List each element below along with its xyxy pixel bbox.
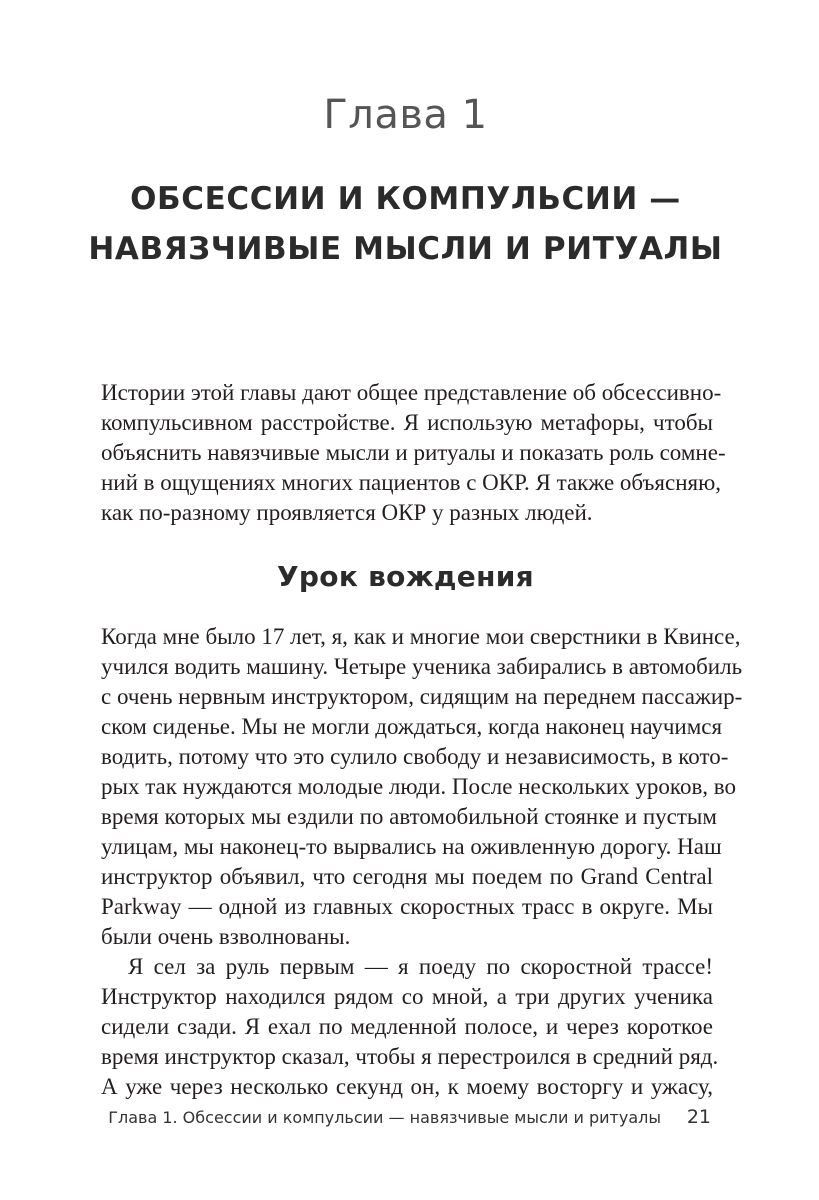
intro-line: как по-разному проявляется ОКР у разных людей.	[101, 500, 593, 525]
body-line: время инструктор сказал, чтобы я перестроился в средний ряд.	[101, 1044, 719, 1069]
intro-line: объяснить навязчивые мысли и ритуалы и показать роль сомне-	[101, 440, 726, 465]
chapter-title-line: ОБСЕССИИ И КОМПУЛЬСИИ —	[130, 181, 681, 217]
body-line: Parkway — одной из главных скоростных трасс в округе. Мы	[101, 894, 713, 919]
chapter-title-line: НАВЯЗЧИВЫЕ МЫСЛИ И РИТУАЛЫ	[88, 231, 723, 267]
body-line: Инструктор находился рядом со мной, а три других ученика	[101, 984, 713, 1009]
body-line: водить, потому что это сулило свободу и независимость, в кото-	[101, 744, 729, 769]
body-line: инструктор объявил, что сегодня мы поедем по Grand Central	[101, 864, 713, 889]
intro-line: компульсивном расстройстве. Я использую метафоры, чтобы	[101, 410, 713, 435]
chapter-label: Глава 1	[323, 92, 488, 138]
body-line: рых так нуждаются молодые люди. После нескольких уроков, во	[101, 774, 737, 799]
body-line: сидели сзади. Я ехал по медленной полосе, и через короткое	[101, 1014, 713, 1039]
body-line: время которых мы ездили по автомобильной стоянке и пустым	[101, 804, 717, 829]
body-line: были очень взволнованы.	[101, 924, 351, 949]
body-line: улицам, мы наконец-то вырвались на оживленную дорогу. Наш	[101, 834, 722, 859]
intro-line: ний в ощущениях многих пациентов с ОКР. Я также объясняю,	[101, 470, 722, 495]
body-line: Когда мне было 17 лет, я, как и многие мои сверстники в Квинсе,	[101, 624, 741, 649]
page-number: 21	[686, 1106, 711, 1128]
running-title: Глава 1. Обсессии и компульсии — навязчивые мысли и ритуалы	[108, 1108, 661, 1127]
body-line: учился водить машину. Четыре ученика забирались в автомобиль	[101, 654, 743, 679]
section-heading: Урок вождения	[277, 560, 534, 593]
body-line: ском сиденье. Мы не могли дождаться, когда наконец научимся	[101, 714, 723, 739]
intro-line: Истории этой главы дают общее представление об обсессивно-	[101, 380, 722, 405]
body-line: с очень нервным инструктором, сидящим на переднем пассажир-	[101, 684, 743, 709]
body-line: А уже через несколько секунд он, к моему восторгу и ужасу,	[101, 1074, 713, 1099]
body-line: Я сел за руль первым — я поеду по скоростной трассе!	[128, 954, 713, 979]
chapter-title	[60, 174, 751, 274]
